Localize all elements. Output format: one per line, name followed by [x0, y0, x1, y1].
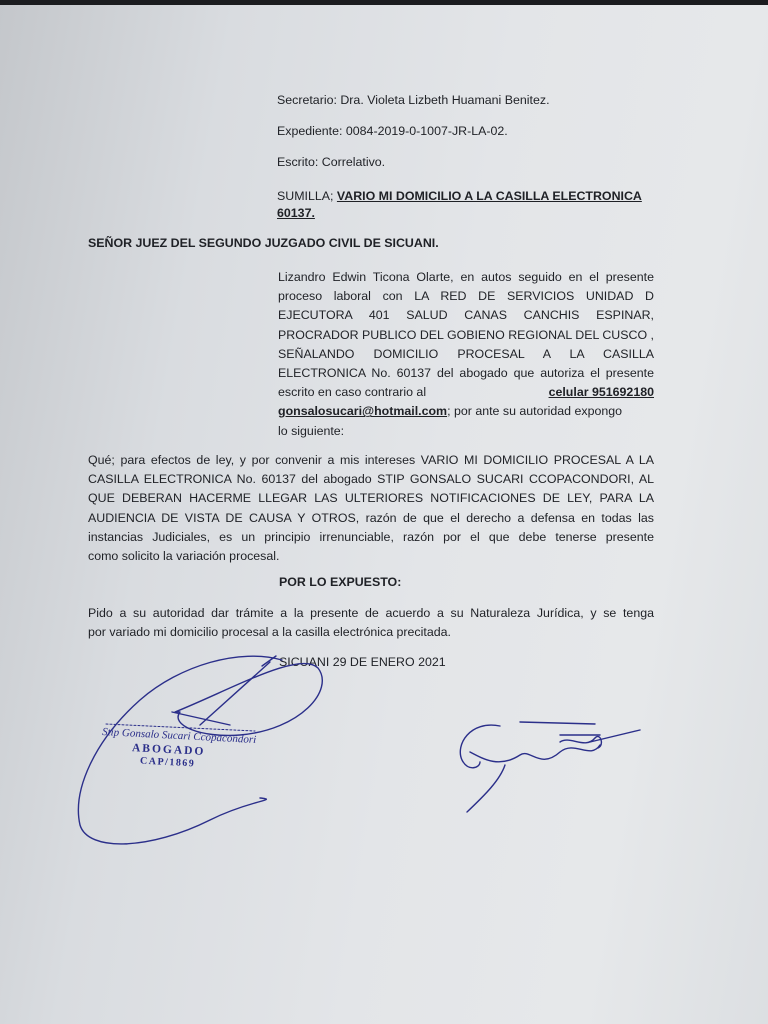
body-line: instancias Judiciales, es un principio irrenunciable, razón por el que debe tenerse presente [88, 529, 654, 544]
phone-number: celular 951692180 [548, 385, 654, 400]
party-line: ELECTRONICA No. 60137 del abogado que autoriza el presente [278, 365, 654, 380]
lawyer-signature-flourish [175, 663, 322, 735]
request-line: Pido a su autoridad dar trámite a la presente de acuerdo a su Naturaleza Jurídica, y se tenga [88, 606, 654, 620]
lawyer-signature-stroke [200, 662, 270, 725]
stamp-registration: CAP/1869 [139, 755, 196, 770]
addressee-heading: SEÑOR JUEZ DEL SEGUNDO JUZGADO CIVIL DE SICUANI. [88, 236, 439, 250]
stamp-role: ABOGADO [131, 742, 206, 758]
body-line: AUDIENCIA DE VISTA DE CAUSA Y OTROS, razón de que el derecho a defensa en todas las [88, 510, 654, 525]
party-line: Lizandro Edwin Ticona Olarte, en autos seguido en el presente [278, 270, 654, 284]
body-line: CASILLA ELECTRONICA No. 60137 del abogado STIP GONSALO SUCARI CCOPACONDORI, AL [88, 472, 654, 487]
party-line-text: escrito en caso contrario al [278, 385, 427, 400]
por-lo-expuesto-heading: POR LO EXPUESTO: [279, 575, 402, 589]
sumilla-text: VARIO MI DOMICILIO A LA CASILLA ELECTRONICA 60137. [277, 189, 642, 220]
client-signature-tail [467, 765, 505, 812]
party-line: PROCRADOR PUBLICO DEL GOBIENO REGIONAL DEL CUSCO , [278, 327, 654, 342]
stamp-lawyer-name: Stip Gonsalo Sucari Ccopacondori [101, 725, 257, 747]
expediente-line: Expediente: 0084-2019-0-1007-JR-LA-02. [277, 124, 508, 138]
body-line: como solicito la variación procesal. [88, 548, 280, 563]
party-line: EJECUTORA 401 SALUD CANAS CANCHIS ESPINAR, [278, 308, 654, 323]
party-line: proceso laboral con LA RED DE SERVICIOS UNIDAD D [278, 289, 654, 304]
client-signature-scribble [560, 736, 601, 748]
escrito-line: Escrito: Correlativo. [277, 155, 386, 169]
sumilla-label: SUMILLA; [277, 189, 334, 203]
party-line: SEÑALANDO DOMICILIO PROCESAL A LA CASILLA [278, 346, 654, 361]
email-address: gonsalosucari@hotmail.com [278, 404, 448, 419]
request-line: por variado mi domicilio procesal a la casilla electrónica precitada. [88, 625, 451, 640]
party-line: lo siguiente: [278, 423, 345, 438]
body-line: QUE DEBERAN HACERME LLEGAR LAS ULTERIORES NOTIFICACIONES DE LEY, PARA LA [88, 491, 654, 506]
secretario-line: Secretario: Dra. Violeta Lizbeth Huamani Benitez. [277, 93, 550, 107]
client-signature [460, 722, 640, 768]
date-line: SICUANI 29 DE ENERO 2021 [279, 655, 446, 669]
after-email-text: ; por ante su autoridad expongo [447, 404, 623, 419]
body-line: Qué; para efectos de ley, y por convenir a mis intereses VARIO MI DOMICILIO PROCESAL A LA [88, 453, 654, 467]
